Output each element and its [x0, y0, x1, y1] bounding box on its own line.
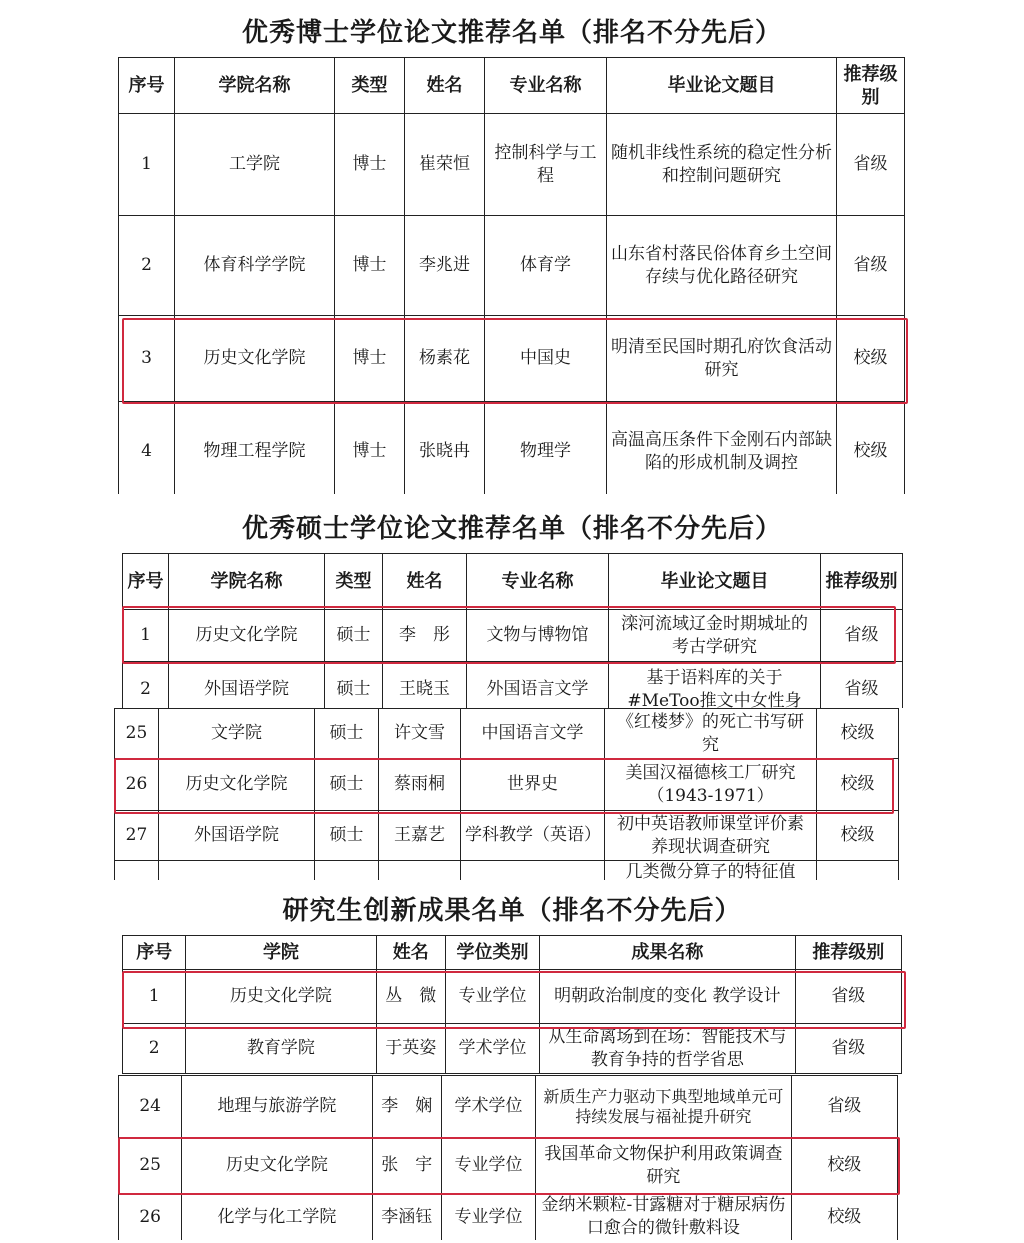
cell: 《红楼梦》的死亡书写研究	[605, 709, 817, 759]
table-row	[123, 662, 903, 709]
cell: 2	[119, 216, 175, 316]
cell: 地理与旅游学院	[182, 1076, 372, 1138]
cell: 省级	[821, 662, 903, 709]
cell: 杨素花	[405, 316, 485, 402]
cell: 中国史	[485, 316, 607, 402]
cell: 博士	[335, 316, 405, 402]
table-row	[123, 970, 902, 1024]
cell: 许文雪	[379, 709, 461, 759]
col-header: 学院	[186, 936, 376, 970]
doctoral-table	[118, 57, 905, 494]
doctoral-table-segment	[118, 57, 906, 494]
cell: 1	[123, 970, 186, 1024]
cell: 硕士	[325, 610, 383, 662]
col-header: 毕业论文题目	[607, 58, 837, 114]
cell: 24	[119, 1076, 182, 1138]
cell: 张 宇	[372, 1138, 442, 1194]
cell: 硕士	[325, 662, 383, 709]
cell: 山东省村落民俗体育乡土空间存续与优化路径研究	[607, 216, 837, 316]
cell: 教育学院	[186, 1024, 376, 1074]
col-header: 学院名称	[169, 554, 325, 610]
cell: 历史文化学院	[175, 316, 335, 402]
masters-table-segment-b	[114, 708, 900, 880]
cell: 省级	[795, 1024, 901, 1074]
cell: 校级	[837, 402, 905, 495]
cell	[159, 861, 315, 881]
cell: 蔡雨桐	[379, 759, 461, 811]
cell: 学科教学（英语）	[461, 811, 605, 861]
cell: 25	[119, 1138, 182, 1194]
cell: 博士	[335, 114, 405, 216]
table-row	[115, 861, 899, 881]
cell: 26	[115, 759, 159, 811]
cell: 体育科学学院	[175, 216, 335, 316]
table-row	[119, 216, 905, 316]
masters-table	[122, 553, 903, 708]
table-row	[123, 610, 903, 662]
table-row	[119, 1138, 898, 1194]
innovation-title: 研究生创新成果名单（排名不分先后）	[282, 896, 742, 926]
cell: 历史文化学院	[182, 1138, 372, 1194]
cell: 省级	[821, 610, 903, 662]
innovation-table-segment-a	[122, 935, 904, 1075]
cell: 明清至民国时期孔府饮食活动研究	[607, 316, 837, 402]
cell: 硕士	[315, 811, 379, 861]
cell: 博士	[335, 402, 405, 495]
cell: 4	[119, 402, 175, 495]
col-header: 类型	[335, 58, 405, 114]
cell: 丛 微	[376, 970, 446, 1024]
cell: 文学院	[159, 709, 315, 759]
cell: 我国革命文物保护利用政策调查研究	[536, 1138, 792, 1194]
cell: 26	[119, 1194, 182, 1241]
cell	[379, 861, 461, 881]
cell: 高温高压条件下金刚石内部缺陷的形成机制及调控	[607, 402, 837, 495]
table-row	[119, 402, 905, 495]
cell: 校级	[837, 316, 905, 402]
table-row	[119, 316, 905, 402]
masters-table-cont	[114, 708, 899, 880]
col-header: 姓名	[383, 554, 467, 610]
table-header-row	[119, 58, 905, 114]
col-header: 推荐级别	[821, 554, 903, 610]
masters-title: 优秀硕士学位论文推荐名单（排名不分先后）	[241, 514, 782, 544]
cell: 体育学	[485, 216, 607, 316]
masters-table-segment-a	[122, 553, 904, 708]
cell: 随机非线性系统的稳定性分析和控制问题研究	[607, 114, 837, 216]
table-row	[123, 1024, 902, 1074]
cell: 物理学	[485, 402, 607, 495]
cell: 27	[115, 811, 159, 861]
innovation-table-cont	[118, 1075, 898, 1240]
cell: 物理工程学院	[175, 402, 335, 495]
cell: 从生命离场到在场：智能技术与教育争持的哲学省思	[540, 1024, 796, 1074]
cell: 化学与化工学院	[182, 1194, 372, 1241]
cell: 校级	[791, 1138, 897, 1194]
col-header: 序号	[119, 58, 175, 114]
cell: 省级	[837, 114, 905, 216]
col-header: 学位类别	[446, 936, 540, 970]
col-header: 成果名称	[540, 936, 796, 970]
cell: 博士	[335, 216, 405, 316]
innovation-table	[122, 935, 902, 1074]
cell	[115, 861, 159, 881]
cell: 学术学位	[446, 1024, 540, 1074]
cell: 美国汉福德核工厂研究（1943-1971）	[605, 759, 817, 811]
cell: 历史文化学院	[159, 759, 315, 811]
table-row	[119, 1194, 898, 1241]
cell: 历史文化学院	[169, 610, 325, 662]
cell: 外国语学院	[169, 662, 325, 709]
table-row	[119, 114, 905, 216]
cell: 王嘉艺	[379, 811, 461, 861]
cell: 1	[119, 114, 175, 216]
cell: 省级	[791, 1076, 897, 1138]
col-header: 推荐级别	[795, 936, 901, 970]
col-header: 学院名称	[175, 58, 335, 114]
cell: 专业学位	[446, 970, 540, 1024]
cell: 学术学位	[442, 1076, 536, 1138]
cell: 世界史	[461, 759, 605, 811]
cell: 控制科学与工程	[485, 114, 607, 216]
cell: 李 彤	[383, 610, 467, 662]
cell: 3	[119, 316, 175, 402]
cell: 文物与博物馆	[467, 610, 609, 662]
cell: 初中英语教师课堂评价素养现状调查研究	[605, 811, 817, 861]
col-header: 专业名称	[485, 58, 607, 114]
col-header: 姓名	[376, 936, 446, 970]
cell: 2	[123, 662, 169, 709]
col-header: 推荐级别	[837, 58, 905, 114]
cell: 几类微分算子的特征值	[605, 861, 817, 881]
cell: 王晓玉	[383, 662, 467, 709]
cell: 校级	[817, 709, 899, 759]
table-row	[115, 759, 899, 811]
cell: 1	[123, 610, 169, 662]
cell: 新质生产力驱动下典型地域单元可持续发展与福祉提升研究	[536, 1076, 792, 1138]
cell: 2	[123, 1024, 186, 1074]
cell: 硕士	[315, 709, 379, 759]
col-header: 姓名	[405, 58, 485, 114]
cell: 于英姿	[376, 1024, 446, 1074]
cell: 外国语学院	[159, 811, 315, 861]
cell: 李兆进	[405, 216, 485, 316]
cell: 外国语言文学	[467, 662, 609, 709]
cell: 省级	[795, 970, 901, 1024]
cell: 硕士	[315, 759, 379, 811]
cell: 省级	[837, 216, 905, 316]
table-row	[115, 811, 899, 861]
cell: 工学院	[175, 114, 335, 216]
cell: 校级	[791, 1194, 897, 1241]
cell: 25	[115, 709, 159, 759]
cell: 历史文化学院	[186, 970, 376, 1024]
cell: 基于语料库的关于#MeToo推文中女性身	[609, 662, 821, 709]
col-header: 毕业论文题目	[609, 554, 821, 610]
cell: 校级	[817, 759, 899, 811]
cell: 专业学位	[442, 1138, 536, 1194]
table-header-row	[123, 936, 902, 970]
cell: 张晓冉	[405, 402, 485, 495]
cell	[461, 861, 605, 881]
innovation-table-segment-b	[118, 1075, 900, 1240]
cell: 专业学位	[442, 1194, 536, 1241]
cell	[817, 861, 899, 881]
table-header-row	[123, 554, 903, 610]
cell: 中国语言文学	[461, 709, 605, 759]
cell	[315, 861, 379, 881]
table-row	[115, 709, 899, 759]
col-header: 专业名称	[467, 554, 609, 610]
doctoral-title: 优秀博士学位论文推荐名单（排名不分先后）	[241, 18, 782, 48]
cell: 明朝政治制度的变化 教学设计	[540, 970, 796, 1024]
cell: 校级	[817, 811, 899, 861]
cell: 崔荣恒	[405, 114, 485, 216]
col-header: 序号	[123, 936, 186, 970]
cell: 李 娴	[372, 1076, 442, 1138]
cell: 金纳米颗粒-甘露糖对于糖尿病伤口愈合的微针敷料设	[536, 1194, 792, 1241]
cell: 滦河流域辽金时期城址的考古学研究	[609, 610, 821, 662]
col-header: 类型	[325, 554, 383, 610]
col-header: 序号	[123, 554, 169, 610]
table-row	[119, 1076, 898, 1138]
cell: 李涵钰	[372, 1194, 442, 1241]
